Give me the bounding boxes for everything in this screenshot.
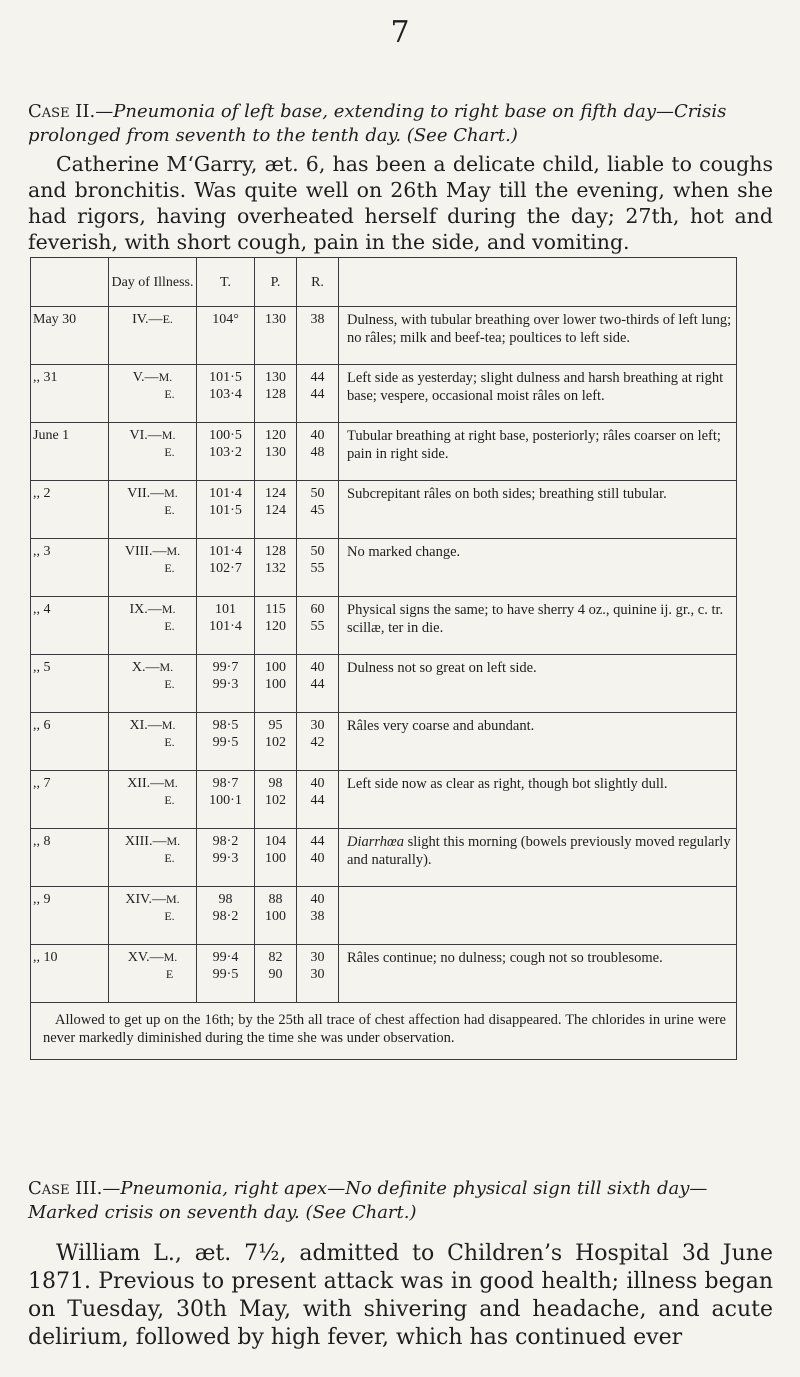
cell-pulse-value: 120: [265, 428, 286, 443]
cell-temperature-value: 99·7: [212, 660, 239, 675]
cell-respiration: [297, 655, 339, 713]
note-text: Tubular breathing at right base, posteriorly; râles coarser on left; pain in right side.: [347, 428, 721, 462]
cell-pulse: [255, 307, 297, 365]
cell-temperature: [197, 713, 255, 771]
cell-temperature-value: 100·5: [209, 428, 242, 443]
cell-pulse-value: 130: [265, 312, 286, 327]
table-row: [31, 481, 737, 539]
cell-day: [109, 945, 197, 1003]
cell-temperature-value: 101: [215, 602, 236, 617]
cell-respiration-value: 45: [310, 503, 325, 518]
cell-respiration-value: 55: [310, 561, 325, 576]
note-emphasis: Diarrhœa: [347, 834, 404, 850]
table-row: [31, 655, 737, 713]
cell-pulse-value: 100: [265, 660, 286, 675]
cell-respiration-value: 40: [310, 776, 325, 791]
cell-pulse-value: 102: [265, 735, 286, 750]
cell-day-value: IX.—M.: [129, 602, 176, 617]
cell-pulse-value: 115: [265, 602, 286, 617]
cell-temperature: [197, 365, 255, 423]
cell-date: ,, 3: [31, 539, 109, 597]
table-row: [31, 307, 737, 365]
cell-pulse: [255, 423, 297, 481]
cell-respiration-value: 40: [310, 660, 325, 675]
cell-respiration: [297, 423, 339, 481]
cell-temperature: [197, 597, 255, 655]
cell-pulse: [255, 887, 297, 945]
table-header-row: [31, 258, 737, 307]
cell-respiration: [297, 539, 339, 597]
cell-respiration-value: 50: [310, 544, 325, 559]
table-row: [31, 423, 737, 481]
cell-respiration: [297, 713, 339, 771]
cell-pulse: [255, 829, 297, 887]
table-row: [31, 539, 737, 597]
case2-title: —Pneumonia of left base, extending to right base on fifth day—Crisis prolonged from seventh to the tenth day. (See Chart.): [28, 101, 727, 146]
cell-pulse-value: 120: [265, 619, 286, 634]
cell-day-value: V.—M.: [132, 370, 173, 385]
cell-date: ,, 8: [31, 829, 109, 887]
cell-temperature-value: 98·7: [212, 776, 239, 791]
case2-paragraph: Catherine M‘Garry, æt. 6, has been a delicate child, liable to coughs and bronchitis. Was quite well on 26th May till the evening, when she had rigors, having overheated herself during the day; 27th, hot and feverish, with short cough, pain in the side, and vomiting.: [28, 152, 773, 254]
cell-note: [339, 539, 737, 597]
table-row: [31, 887, 737, 945]
cell-respiration-value: 40: [310, 851, 325, 866]
cell-pulse: [255, 945, 297, 1003]
cell-note: [339, 713, 737, 771]
cell-day-value: E.: [164, 561, 175, 575]
cell-respiration-value: 30: [310, 718, 325, 733]
table-row: [31, 597, 737, 655]
cell-day: [109, 307, 197, 365]
cell-day: [109, 423, 197, 481]
cell-day: [109, 481, 197, 539]
note-text: No marked change.: [347, 544, 461, 560]
case3-paragraph: William L., æt. 7½, admitted to Children’s Hospital 3d June 1871. Previous to present attack was in good health; illness began on Tuesday, 30th May, with shivering and headache, and acute delirium, followed by high fever, which has continued ever: [28, 1241, 773, 1350]
cell-respiration-value: 55: [310, 619, 325, 634]
cell-temperature: [197, 829, 255, 887]
cell-day-value: E.: [164, 387, 175, 401]
cell-day-value: E.: [164, 677, 175, 691]
cell-pulse-value: 102: [265, 793, 286, 808]
cell-temperature: [197, 655, 255, 713]
cell-temperature-value: 102·7: [209, 561, 242, 576]
cell-respiration-value: 40: [310, 428, 325, 443]
cell-temperature: [197, 887, 255, 945]
cell-note: [339, 829, 737, 887]
cell-temperature-value: 99·4: [212, 950, 239, 965]
cell-day-value: XIV.—M.: [125, 892, 180, 907]
case3-heading: [28, 1177, 768, 1225]
cell-temperature-value: 100·1: [209, 793, 242, 808]
cell-pulse-value: 128: [265, 544, 286, 559]
cell-respiration: [297, 945, 339, 1003]
cell-note: [339, 423, 737, 481]
cell-day: [109, 365, 197, 423]
cell-pulse-value: 100: [265, 677, 286, 692]
cell-day-value: VIII.—M.: [124, 544, 181, 559]
cell-temperature: [197, 945, 255, 1003]
cell-day-value: E.: [164, 445, 175, 459]
cell-day-value: E: [165, 967, 174, 981]
cell-note: [339, 945, 737, 1003]
cell-respiration-value: 44: [310, 370, 325, 385]
cell-temperature-value: 99·5: [212, 735, 239, 750]
cell-temperature-value: 103·2: [209, 445, 242, 460]
cell-temperature-value: 101·4: [209, 619, 242, 634]
cell-day-value: E.: [164, 793, 175, 807]
cell-date: June 1: [31, 423, 109, 481]
cell-temperature-value: 98·5: [212, 718, 239, 733]
cell-pulse-value: 98: [268, 776, 283, 791]
cell-respiration-value: 42: [310, 735, 325, 750]
cell-note: [339, 307, 737, 365]
cell-day-value: XI.—M.: [129, 718, 176, 733]
header-date: [31, 258, 109, 307]
cell-pulse-value: 95: [268, 718, 283, 733]
cell-pulse-value: 132: [265, 561, 286, 576]
cell-temperature: [197, 539, 255, 597]
cell-pulse: [255, 713, 297, 771]
cell-respiration: [297, 365, 339, 423]
cell-note: [339, 655, 737, 713]
cell-date: ,, 31: [31, 365, 109, 423]
cell-temperature-value: 101·4: [209, 486, 242, 501]
cell-day-value: VI.—M.: [129, 428, 176, 443]
case3-title: —Pneumonia, right apex—No definite physical sign till sixth day—Marked crisis on seventh day. (See Chart.): [28, 1178, 708, 1223]
cell-day-value: XIII.—M.: [124, 834, 181, 849]
cell-pulse-value: 88: [268, 892, 283, 907]
note-text: Left side as yesterday; slight dulness and harsh breathing at right base; vespere, occasional moist râles on left.: [347, 370, 724, 404]
cell-day-value: VII.—M.: [127, 486, 178, 501]
case2-label: Case II.: [28, 101, 96, 122]
cell-temperature: [197, 771, 255, 829]
cell-pulse: [255, 365, 297, 423]
cell-temperature-value: 99·5: [212, 967, 239, 982]
cell-pulse: [255, 655, 297, 713]
cell-pulse: [255, 539, 297, 597]
table-row: [31, 771, 737, 829]
cell-day: [109, 829, 197, 887]
cell-day: [109, 655, 197, 713]
note-text: Dulness, with tubular breathing over lower two-thirds of left lung; no râles; milk and beef-tea; poultices to left side.: [347, 312, 732, 346]
cell-respiration-value: 38: [310, 312, 325, 327]
cell-respiration: [297, 887, 339, 945]
table-footer-note: Allowed to get up on the 16th; by the 25th all trace of chest affection had disappeared. The chlorides in urine were never markedly diminished during the time she was under observation.: [31, 1003, 737, 1060]
cell-pulse-value: 100: [265, 909, 286, 924]
cell-note: [339, 887, 737, 945]
case2-heading: [28, 100, 768, 148]
cell-date: ,, 6: [31, 713, 109, 771]
cell-temperature: [197, 307, 255, 365]
cell-respiration-value: 44: [310, 834, 325, 849]
cell-day: [109, 539, 197, 597]
cell-note: [339, 481, 737, 539]
cell-pulse-value: 90: [268, 967, 283, 982]
cell-respiration: [297, 829, 339, 887]
note-text: slight this morning (bowels previously moved regularly and naturally).: [347, 834, 731, 868]
cell-date: May 30: [31, 307, 109, 365]
table-row: [31, 829, 737, 887]
cell-date: ,, 7: [31, 771, 109, 829]
cell-day-value: X.—M.: [131, 660, 174, 675]
cell-respiration-value: 44: [310, 793, 325, 808]
cell-date: ,, 5: [31, 655, 109, 713]
cell-respiration: [297, 481, 339, 539]
cell-date: ,, 2: [31, 481, 109, 539]
cell-temperature-value: 103·4: [209, 387, 242, 402]
cell-temperature-value: 101·5: [209, 370, 242, 385]
cell-pulse-value: 124: [265, 486, 286, 501]
cell-pulse: [255, 481, 297, 539]
cell-respiration-value: 60: [310, 602, 325, 617]
cell-pulse-value: 82: [268, 950, 283, 965]
cell-temperature: [197, 481, 255, 539]
cell-temperature-value: 101·4: [209, 544, 242, 559]
cell-respiration-value: 50: [310, 486, 325, 501]
note-text: Râles very coarse and abundant.: [347, 718, 535, 734]
cell-day-value: E.: [164, 735, 175, 749]
cell-respiration-value: 44: [310, 387, 325, 402]
table-row: [31, 713, 737, 771]
cell-date: ,, 9: [31, 887, 109, 945]
cell-respiration-value: 30: [310, 950, 325, 965]
header-day-of-illness: Day of Illness.: [109, 258, 197, 307]
header-respiration: R.: [297, 258, 339, 307]
cell-temperature-value: 99·3: [212, 851, 239, 866]
cell-day-value: E.: [164, 503, 175, 517]
cell-temperature-value: 101·5: [209, 503, 242, 518]
cell-day-value: E.: [164, 909, 175, 923]
cell-temperature-value: 104°: [212, 312, 239, 327]
cell-temperature: [197, 423, 255, 481]
cell-respiration-value: 38: [310, 909, 325, 924]
cell-note: [339, 771, 737, 829]
cell-note: [339, 597, 737, 655]
cell-respiration: [297, 771, 339, 829]
cell-temperature-value: 98·2: [212, 909, 239, 924]
cell-day: [109, 887, 197, 945]
cell-pulse: [255, 597, 297, 655]
cell-respiration-value: 30: [310, 967, 325, 982]
cell-pulse: [255, 771, 297, 829]
case3-label: Case III.: [28, 1178, 103, 1199]
cell-date: ,, 4: [31, 597, 109, 655]
cell-pulse-value: 128: [265, 387, 286, 402]
table-row: [31, 365, 737, 423]
cell-note: [339, 365, 737, 423]
note-text: Subcrepitant râles on both sides; breathing still tubular.: [347, 486, 667, 502]
header-pulse: P.: [255, 258, 297, 307]
cell-temperature-value: 99·3: [212, 677, 239, 692]
cell-day-value: XII.—M.: [127, 776, 178, 791]
cell-day: [109, 713, 197, 771]
cell-pulse-value: 130: [265, 445, 286, 460]
cell-day-value: E.: [164, 619, 175, 633]
cell-day-value: E.: [164, 851, 175, 865]
cell-day: [109, 771, 197, 829]
note-text: Left side now as clear as right, though bot slightly dull.: [347, 776, 668, 792]
cell-day: [109, 597, 197, 655]
page-number: 7: [390, 15, 410, 50]
cell-respiration-value: 48: [310, 445, 325, 460]
note-text: Râles continue; no dulness; cough not so troublesome.: [347, 950, 663, 966]
cell-pulse-value: 104: [265, 834, 286, 849]
cell-day-value: XV.—M.: [127, 950, 178, 965]
cell-temperature-value: 98·2: [212, 834, 239, 849]
cell-day-value: IV.—E.: [132, 312, 173, 327]
cell-pulse-value: 130: [265, 370, 286, 385]
cell-respiration: [297, 597, 339, 655]
table-row: [31, 945, 737, 1003]
cell-pulse-value: 100: [265, 851, 286, 866]
case2-observation-table: [30, 257, 737, 1060]
cell-pulse-value: 124: [265, 503, 286, 518]
cell-respiration: [297, 307, 339, 365]
header-notes: [339, 258, 737, 307]
cell-respiration-value: 44: [310, 677, 325, 692]
cell-respiration-value: 40: [310, 892, 325, 907]
cell-temperature-value: 98: [218, 892, 233, 907]
note-text: Physical signs the same; to have sherry 4 oz., quinine ij. gr., c. tr. scillæ, ter in die.: [347, 602, 724, 636]
header-temperature: T.: [197, 258, 255, 307]
cell-date: ,, 10: [31, 945, 109, 1003]
note-text: Dulness not so great on left side.: [347, 660, 537, 676]
